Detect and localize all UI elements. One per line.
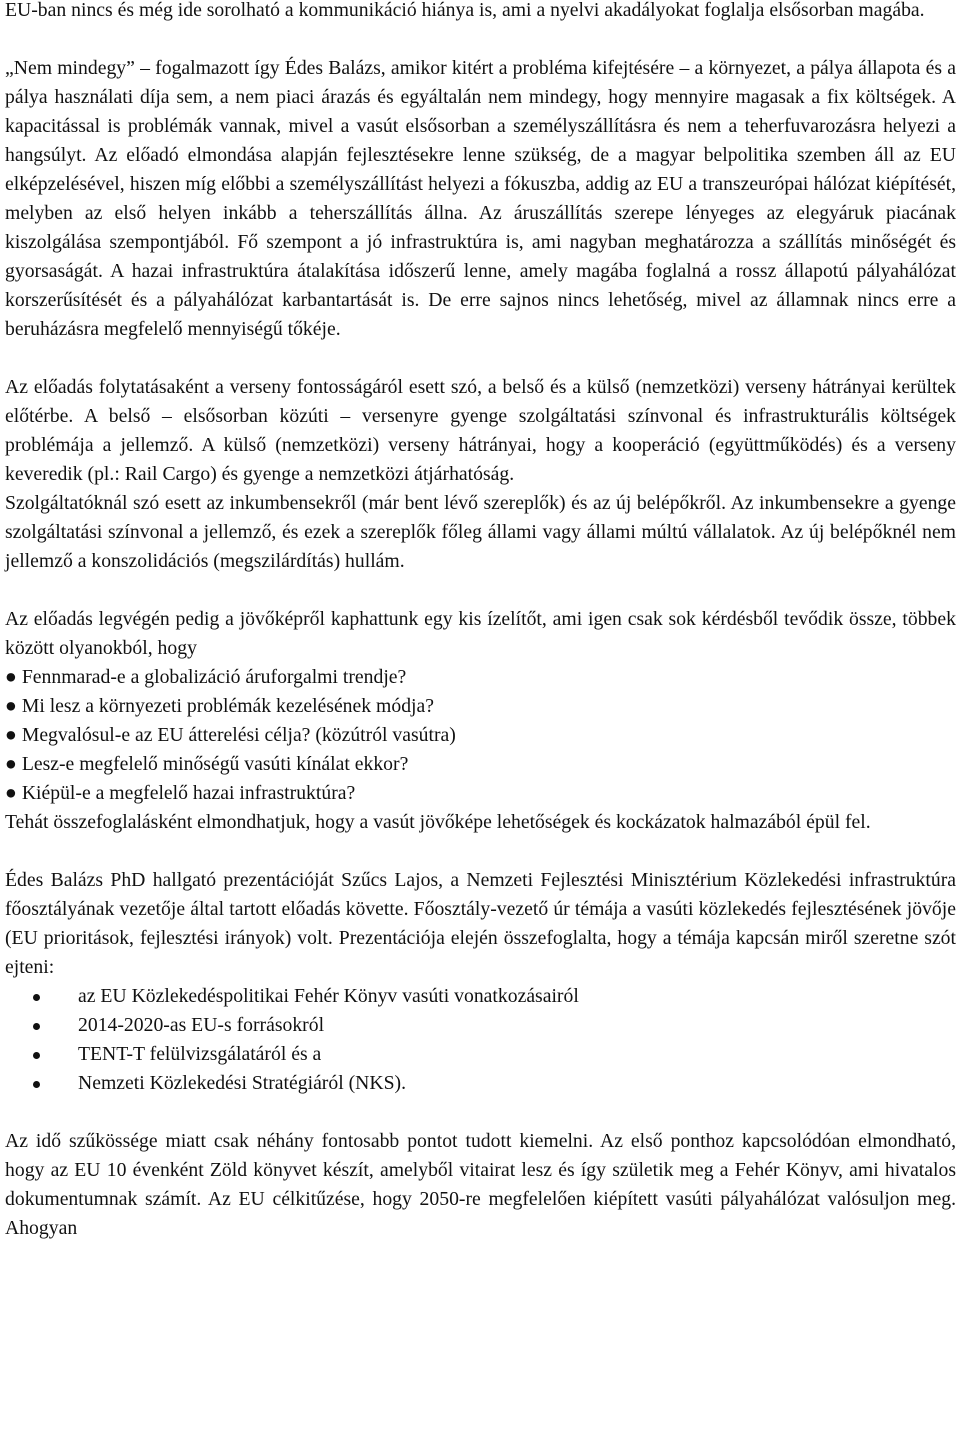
topic-item [5, 1040, 956, 1069]
question-item: ● Mi lesz a környezeti problémák kezelésének módja? [5, 695, 434, 717]
question-item: ● Fennmarad-e a globalizáció áruforgalmi trendje? [5, 666, 407, 688]
topic-text: Nemzeti Közlekedési Stratégiáról (NKS). [78, 1072, 407, 1094]
paragraph-communication: EU-ban nincs és még ide sorolható a kommunikáció hiánya is, ami a nyelvi akadályokat foglalja elsősorban magába. [5, 0, 925, 21]
topic-text: az EU Közlekedéspolitikai Fehér Könyv vasúti vonatkozásairól [78, 985, 579, 1007]
paragraph-providers: Szolgáltatóknál szó esett az inkumbensekről (már bent lévő szereplők) és az új belépőkről. Az inkumbensekre a gyenge szolgáltatási színvonal a jellemző, és ezek a szereplők főleg állami vagy állami múltú vállalatok. Az új belépőknél nem jellemző a konszolidációs (megszilárdítás) hullám. [5, 492, 956, 572]
paragraph-gap [5, 1098, 956, 1127]
topic-text: 2014-2020-as EU-s forrásokról [78, 1014, 325, 1036]
paragraph-gap [5, 576, 956, 605]
question-item: ● Kiépül-e a megfelelő hazai infrastruktúra? [5, 782, 356, 804]
paragraph-future-vision: Az előadás legvégén pedig a jövőképről kaphattunk egy kis ízelítőt, ami igen csak sok kérdésből tevődik össze, többek között olyanokból, hogy [5, 608, 956, 659]
topic-item [5, 982, 956, 1011]
question-item: ● Megvalósul-e az EU átterelési célja? (közútról vasútra) [5, 724, 456, 746]
bullet-icon [33, 1052, 40, 1059]
bullet-icon [33, 1081, 40, 1088]
paragraph-not-indifferent: „Nem mindegy” – fogalmazott így Édes Balázs, amikor kitért a probléma kifejtésére – a környezet, a pálya állapota és a pálya használati díja sem, a nem piaci árazás és egyáltalán nem mindegy, hogy mennyire magasak a fix költségek. A kapacitással is problémák vannak, mivel a vasút elsősorban a személyszállításra és nem a teherfuvarozásra helyezi a hangsúlyt. Az előadó elmondása alapján fejlesztésekre lenne szükség, de a magyar belpolitika szemben áll az EU elképzelésével, hiszen míg előbbi a személyszállítást helyezi a fókuszba, addig az EU a transzeurópai hálózat kiépítését, melyben az első helyen inkább a teherszállítás állna. Az áruszállítás szerepe lényeges az elegyáruk piacának kiszolgálása szempontjából. Fő szempont a jó infrastruktúra is, ami nagyban meghatározza a szállítás minőségét és gyorsaságát. A hazai infrastruktúra átalakítása időszerű lenne, amely magába foglalná a rossz állapotú pályahálózat korszerűsítését és a pályahálózat karbantartását is. De erre sajnos nincs lehetőség, mivel az államnak nincs erre a beruházásra megfelelő mennyiségű tőkéje. [5, 57, 956, 340]
paragraph-gap [5, 837, 956, 866]
paragraph-white-paper: Az idő szűkössége miatt csak néhány fontosabb pontot tudott kiemelni. Az első ponthoz kapcsolódóan elmondható, hogy az EU 10 évenként Zöld könyvet készít, amelyből vitairat lesz és így születik meg a Fehér Könyv, ami hivatalos dokumentumnak számít. Az EU célkitűzése, hogy 2050-re megfelelően kiépített vasúti pályahálózat valósuljon meg. Ahogyan [5, 1130, 956, 1239]
topic-text: TENT-T felülvizsgálatáról és a [78, 1043, 322, 1065]
document-page [5, 0, 956, 1243]
paragraph-competition: Az előadás folytatásaként a verseny fontosságáról esett szó, a belső és a külső (nemzetközi) verseny hátrányai kerültek előtérbe. A belső – elsősorban közúti – versenyre gyenge szolgáltatási színvonal és infrastrukturális költségek problémája a jellemző. A külső (nemzetközi) verseny hátrányai, hogy a kooperáció (együttműködés) és a verseny keveredik (pl.: Rail Cargo) és gyenge a nemzetközi átjárhatóság. [5, 376, 956, 485]
paragraph-summary: Tehát összefoglalásként elmondhatjuk, hogy a vasút jövőképe lehetőségek és kockázatok halmazából épül fel. [5, 811, 871, 833]
topic-list [5, 982, 956, 1098]
paragraph-gap [5, 344, 956, 373]
paragraph-gap [5, 25, 956, 54]
bullet-icon [33, 994, 40, 1001]
paragraph-presentation: Édes Balázs PhD hallgató prezentációját Szűcs Lajos, a Nemzeti Fejlesztési Minisztérium Közlekedési infrastruktúra főosztályának vezetője által tartott előadás követte. Főosztály-vezető úr témája a vasúti közlekedés fejlesztésének jövője (EU prioritások, fejlesztési irányok) volt. Prezentációja elején összefoglalta, hogy a témája kapcsán miről szeretne szót ejteni: [5, 869, 956, 978]
question-item: ● Lesz-e megfelelő minőségű vasúti kínálat ekkor? [5, 753, 409, 775]
question-list [5, 663, 956, 808]
topic-item [5, 1069, 956, 1098]
topic-item [5, 1011, 956, 1040]
bullet-icon [33, 1023, 40, 1030]
